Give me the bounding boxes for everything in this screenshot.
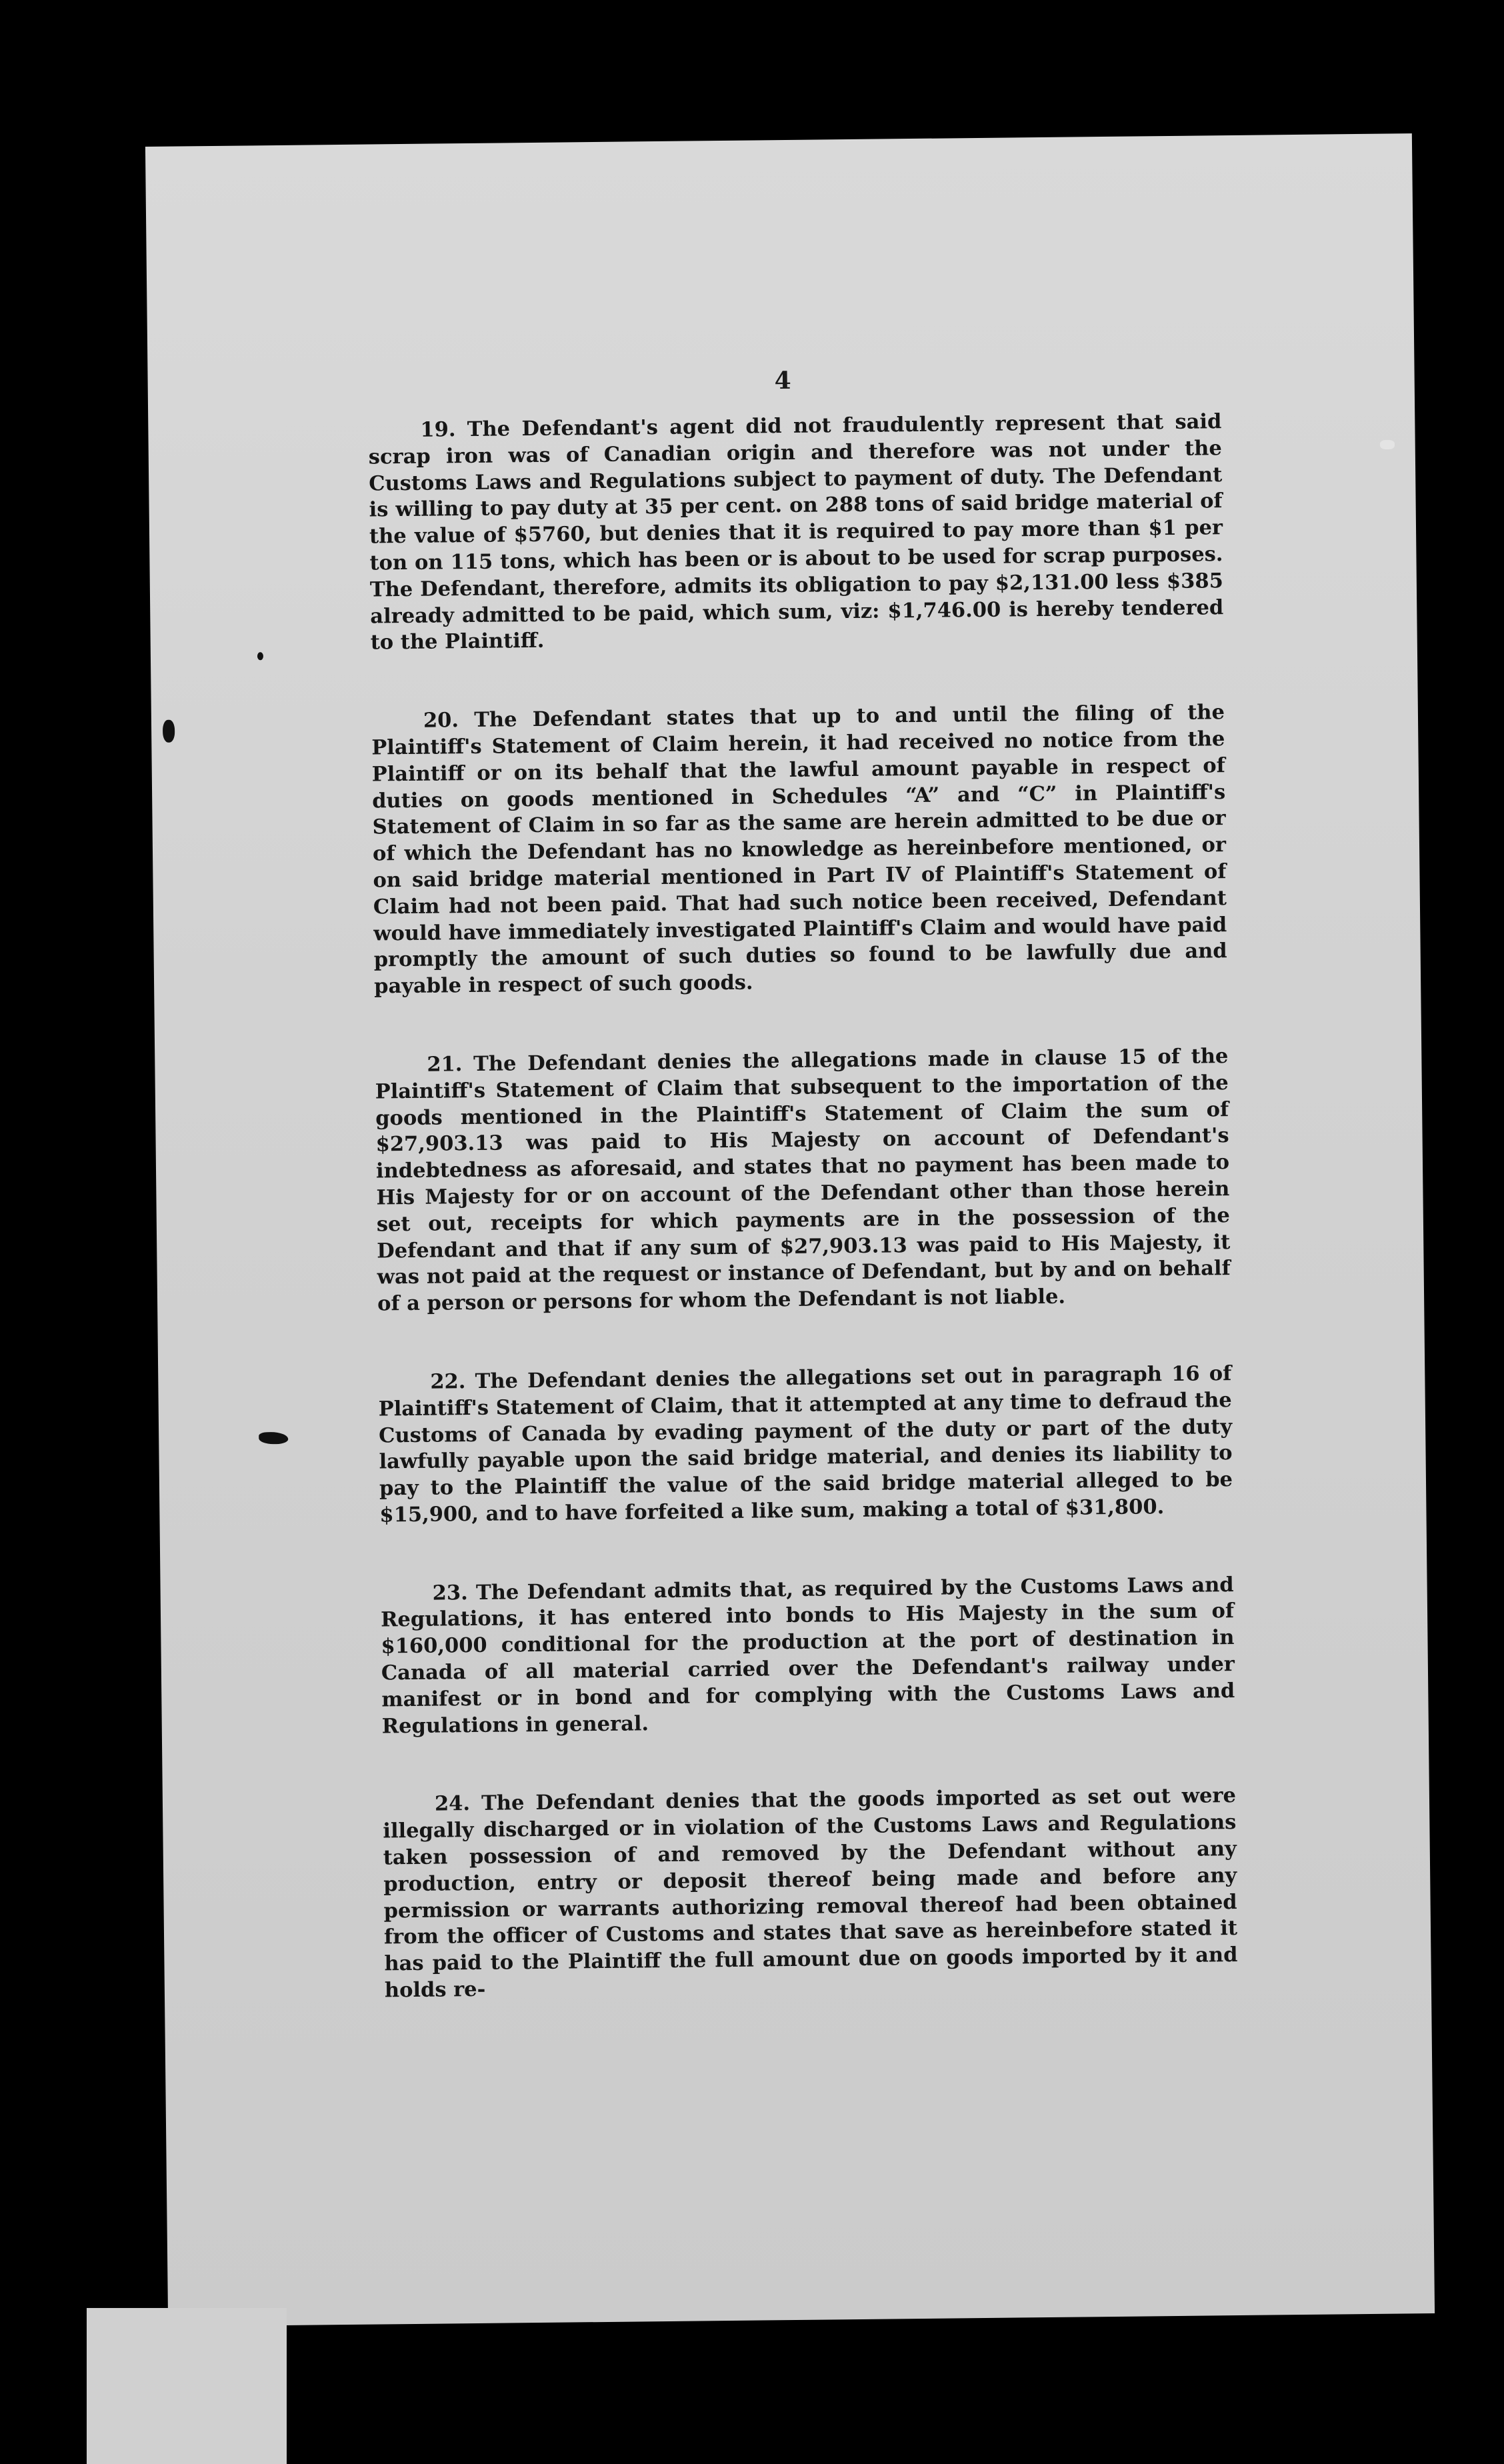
film-leader-tab xyxy=(87,2308,287,2464)
paragraph-21: 21. The Defendant denies the allegations made in clause 15 of the Plaintiff's Statement of Claim that subsequent to the importation of the goods mentioned in the Plaintiff's Statement of Claim the sum of $27,903.13 was paid to His Majesty on account of Defendant's indebtedness as aforesaid, and states that no payment has been made to His Majesty for or on account of the Defendant other than those herein set out, receipts for which payments are in the possession of the Defendant and that if any sum of $27,903.13 was paid to His Majesty, it was not paid at the request or instance of Defendant, but by and on behalf of a person or persons for whom the Defendant is not liable. xyxy=(375,1044,1231,1316)
document-page xyxy=(145,133,1435,2327)
margin-speck xyxy=(257,652,263,660)
document-body xyxy=(368,409,1239,2056)
paragraph-24: 24. The Defendant denies that the goods imported as set out were illegally discharged or in violation of the Customs Laws and Regulations taken possession of and removed by the Defendant without any production, entry or deposit thereof being made and before any permission or warrants authorizing removal thereof had been obtained from the officer of Customs and states that save as hereinbefore stated it has paid to the Plaintiff the full amount due on goods imported by it and holds re- xyxy=(383,1783,1238,2003)
margin-hole-mark xyxy=(163,720,175,743)
margin-tear-mark xyxy=(259,1432,288,1444)
paragraph-20: 20. The Defendant states that up to and until the filing of the Plaintiff's Statement of Claim herein, it had received no notice from the Plaintiff or on its behalf that the lawful amount payable in respect of duties on goods mentioned in Schedules “A” and “C” in Plaintiff's Statement of Claim in so far as the same are herein admitted to be due or of which the Defendant has no knowledge as hereinbefore mentioned, or on said bridge material mentioned in Part IV of Plaintiff's Statement of Claim had not been paid. That had such notice been received, Defendant would have immediately investigated Plaintiff's Claim and would have paid promptly the amount of such duties so found to be lawfully due and payable in respect of such goods. xyxy=(371,700,1227,999)
paragraph-23: 23. The Defendant admits that, as required by the Customs Laws and Regulations, it has entered into bonds to His Majesty in the sum of $160,000 conditional for the production at the port of destination in Canada of all material carried over the Defendant's railway under manifest or in bond and for complying with the Customs Laws and Regulations in general. xyxy=(380,1572,1235,1739)
paragraph-19: 19. The Defendant's agent did not fraudulently represent that said scrap iron was of Canadian origin and therefore was not under the Customs Laws and Regulations subject to payment of duty. The Defendant is willing to pay duty at 35 per cent. on 288 tons of said bridge material of the value of $5760, but denies that it is required to pay more than $1 per ton on 115 tons, which has been or is about to be used for scrap purposes. The Defendant, therefore, admits its obligation to pay $2,131.00 less $385 already admitted to be paid, which sum, viz: $1,746.00 is hereby tendered to the Plaintiff. xyxy=(368,409,1224,655)
background-speck xyxy=(1380,440,1395,449)
paragraph-22: 22. The Defendant denies the allegations set out in paragraph 16 of Plaintiff's Statement of Claim, that it attempted at any time to defraud the Customs of Canada by evading payment of the duty or part of the duty lawfully payable upon the said bridge material, and denies its liability to pay to the Plaintiff the value of the said bridge material alleged to be $15,900, and to have forfeited a like sum, making a total of $31,800. xyxy=(378,1361,1233,1527)
page-number: 4 xyxy=(774,366,791,395)
